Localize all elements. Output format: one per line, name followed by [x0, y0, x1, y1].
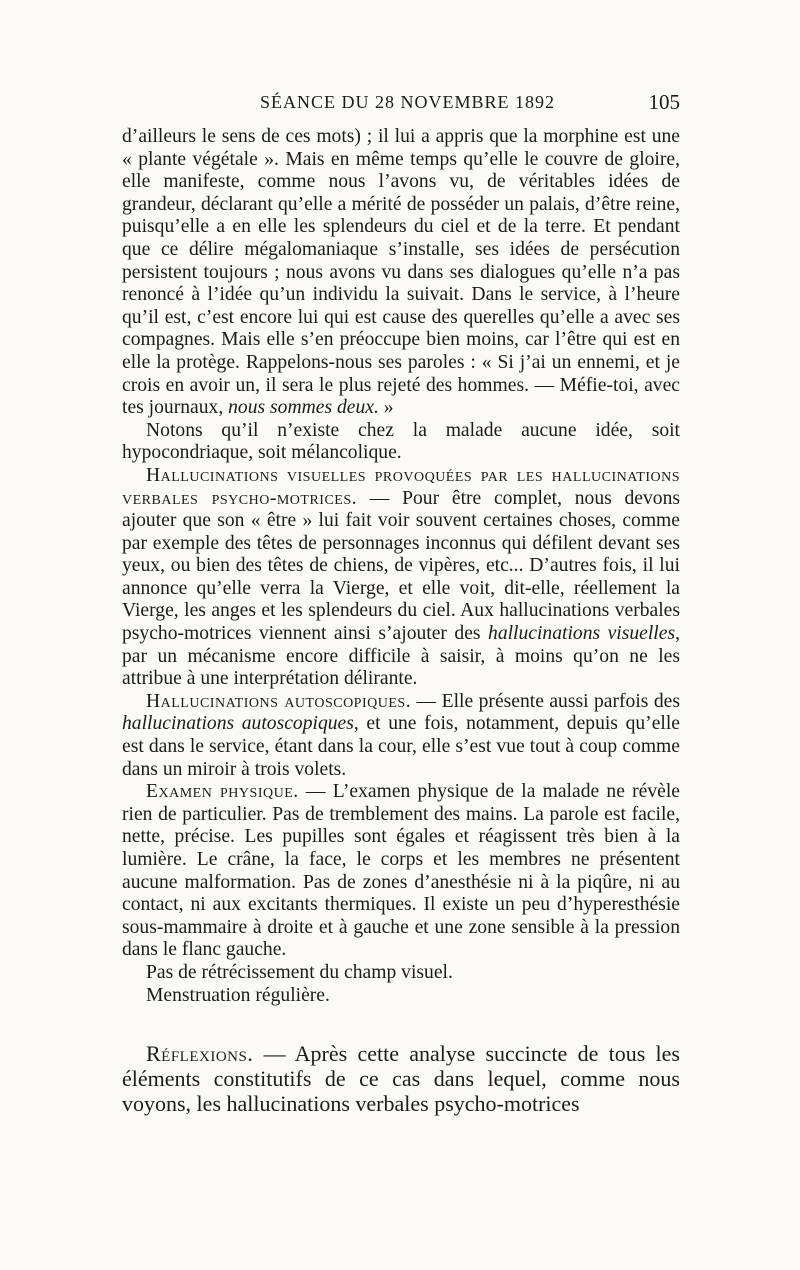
body-text — [122, 126, 680, 1116]
paragraph-4 — [122, 691, 680, 781]
paragraph-3-italic: hallucinations visuelles — [488, 623, 676, 645]
page-number: 105 — [648, 90, 680, 114]
paragraph-5 — [122, 781, 680, 962]
paragraph-3-text-a: — Pour être complet, nous devons ajouter que son « être » lui fait voir souvent certaines choses, comme par exemple des têtes de personnages inconnus qui défilent devant ses yeux, ou bien des têtes de chiens, de vipères, etc... D’autres fois, il lui annonce qu’elle verra la Vierge, et elle voit, dit-elle, réellement la Vierge, les anges et les splendeurs du ciel. Aux hallucinations verbales psycho-motrices viennent ainsi s’ajouter des — [122, 487, 680, 645]
paragraph-1-italic: nous sommes deux. — [228, 397, 379, 419]
section-heading-reflections: Réflexions. — [146, 1041, 254, 1067]
paragraph-1 — [122, 126, 680, 420]
paragraph-7: Menstruation régulière. — [146, 984, 330, 1006]
paragraph-1-end: » — [383, 397, 394, 419]
paragraph-4-text-b: , et une fois, notamment, depuis qu’elle est dans le service, étant dans la cour, elle s’est vue tout à coup comme dans un miroir à trois volets. — [122, 713, 680, 780]
section-heading-autoscopic: Hallucinations autoscopiques. — [146, 690, 412, 712]
paragraph-8 — [122, 1041, 680, 1116]
paragraph-2: Notons qu’il n’existe chez la malade aucune idée, soit hypocondriaque, soit mélancolique. — [122, 419, 680, 464]
section-heading-physical-exam: Examen physique. — [146, 781, 299, 803]
paragraph-5-text: — L’examen physique de la malade ne révèle rien de particulier. Pas de tremblement des mains. La parole est facile, nette, précise. Les pupilles sont égales et réagissent très bien à la lumière. Le crâne, la face, le corps et les membres ne présentent aucune malformation. Pas de zones d’anesthésie ni à la piqûre, ni au contact, ni aux excitants thermiques. Il existe un peu d’hyperesthésie sous-mammaire à droite et à gauche et une zone sensible à la pression dans le flanc gauche. — [122, 781, 680, 961]
running-title: SÉANCE DU 28 NOVEMBRE 1892 — [260, 92, 556, 112]
paragraph-1-text: d’ailleurs le sens de ces mots) ; il lui a appris que la morphine est une « plante végétale ». Mais en même temps qu’elle le couvre de gloire, elle manifeste, comme nous l’avons vu, de véritables idées de grandeur, déclarant qu’elle a mérité de posséder un palais, d’être reine, puisqu’elle a en elle les splendeurs du ciel et de la terre. Et pendant que ce délire mégalomaniaque s’installe, ses idées de persécution persistent toujours ; nous avons vu dans ses dialogues qu’elle n’a pas renoncé à l’idée qu’un individu la suivait. Dans le service, à l’heure qu’il est, c’est encore lui qui est cause des querelles qu’elle a avec ses compagnes. Mais elle s’en préoccupe bien moins, car l’être qui est en elle la protège. Rappelons-nous ses paroles : « Si j’ai un ennemi, et je crois en avoir un, il sera le plus rejeté des hommes. — Méfie-toi, avec tes journaux, — [122, 126, 680, 419]
paragraph-3 — [122, 465, 680, 691]
paragraph-3-text-b: , par un mécanisme encore difficile à saisir, à moins qu’on ne les attribue à une interprétation délirante. — [122, 623, 680, 690]
paragraph-6: Pas de rétrécissement du champ visuel. — [146, 961, 453, 983]
paragraph-4-italic: hallucinations autoscopiques — [122, 713, 354, 735]
paragraph-4-text-a: — Elle présente aussi parfois des — [411, 690, 680, 712]
paragraph-8-text: — Après cette analyse succincte de tous les éléments constitutifs de ce cas dans lequel, comme nous voyons, les hallucinations verbales psycho-motrices — [122, 1041, 680, 1117]
section-heading-visual-hallucinations: Hallucinations visuelles provoquées par les hallucinations verbales psycho-motrices. — [122, 464, 680, 509]
page-header — [122, 92, 680, 118]
